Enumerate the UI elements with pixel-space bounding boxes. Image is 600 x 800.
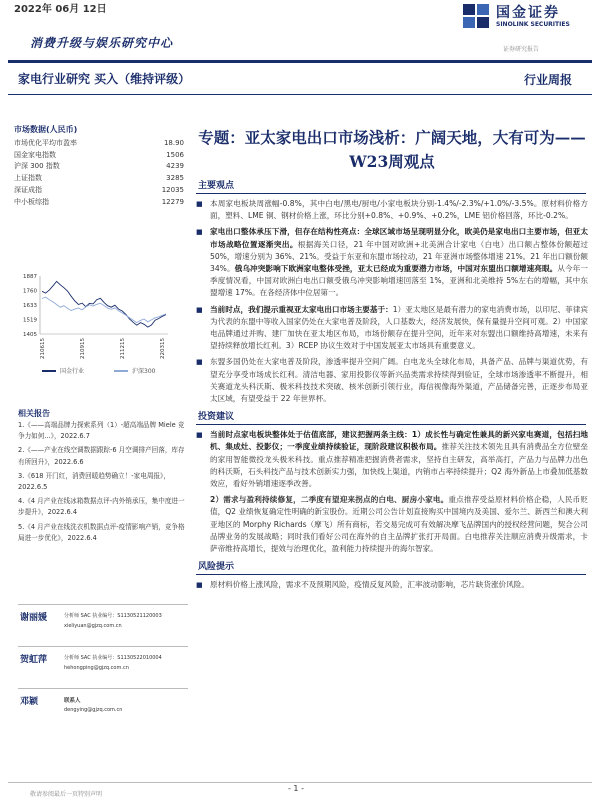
- footer-divider: [8, 782, 592, 783]
- paragraph-bold: 当前时点家电板块整体处于估值底部，建议把握两条主线：1）成长性与确定性兼具的新兴家电赛道，包括扫地机、集成灶、投影仪；一季度业绩持续验证，现阶段建议积极布局。: [210, 430, 588, 452]
- market-row: [14, 138, 184, 150]
- chart-y-tick-label: 1405: [23, 332, 37, 338]
- market-row: [14, 173, 184, 185]
- bullet-icon: ■: [196, 228, 203, 237]
- list-item: [196, 356, 588, 405]
- paragraph-span: 根据海关口径，21 年中国对欧洲+北美洲合计家电（白电）出口额占整体份额超过50%，增速分别为 36%、21%。受益于东亚和东盟市场拉动，21 年亚洲市场整体增速 21%。21 年出口额份额 34%。: [210, 239, 588, 274]
- paragraph-bold: 家电出口整体承压下滑，但存在结构性亮点：全球区域市场呈现明显分化，欧美仍是家电出口主要市场，但亚太市场战略位置逐渐突出。: [210, 227, 588, 249]
- market-label: 中小板综指: [14, 197, 49, 206]
- analyst-list: [18, 604, 190, 730]
- list-item: [196, 579, 588, 591]
- analyst-cert: 分析师 SAC 执业编号：S1130522010004: [64, 655, 162, 661]
- market-value: 12035: [161, 185, 184, 194]
- related-report-link[interactable]: 4.《4 月产业在线冰箱数据点评-内外销承压，集中度进一步提升》，2022.6.4: [18, 497, 185, 517]
- footer-disclaimer: 敬请参阅最后一页特别声明: [30, 791, 103, 798]
- chart-y-tick-label: 1633: [23, 303, 37, 309]
- company-logo: [462, 0, 600, 42]
- related-reports-list: [18, 420, 190, 547]
- header-divider: [8, 60, 592, 63]
- related-reports-title: 相关报告: [18, 409, 50, 418]
- legend-label: 国金行业: [60, 368, 85, 375]
- market-label: 上证指数: [14, 174, 42, 183]
- section-rule: [196, 193, 586, 194]
- chart-y-tick-label: 1760: [23, 288, 37, 295]
- section-title-main-views: 主要观点: [198, 181, 235, 191]
- related-report-link[interactable]: 1.《——高端品牌力探索系列（1）-超高端品牌 Miele 竞争力如何...》，2022.6.7: [18, 421, 185, 441]
- market-value: 1506: [166, 150, 184, 159]
- chart-series-line: [42, 281, 166, 327]
- analyst-divider: [18, 688, 188, 689]
- bullet-icon: ■: [196, 305, 203, 314]
- titlebar-divider: [8, 94, 592, 95]
- analyst-role: 联系人: [64, 698, 81, 704]
- paragraph-text: 原材料价格上涨风险，需求不及预期风险，疫情反复风险，汇率波动影响，芯片缺货涨价风险。: [210, 580, 529, 590]
- list-item: [196, 304, 588, 353]
- paragraph-text: [210, 429, 588, 490]
- legend-item: [42, 366, 84, 375]
- paragraph-text: 本周家电板块周涨幅-0.8%，其中白电/黑电/厨电/小家电板块分别-1.4%/-2.3%/+1.0%/-3.5%。原材料价格方面，塑料、LME 铜、钢材价格上涨，环比分别+0.8%、+0.9%、+0.2%，LME 铝价格回落，环比-0.2%。: [210, 199, 588, 221]
- paragraph-text: [210, 304, 588, 353]
- logo-text-cn: 国金证券: [496, 5, 560, 21]
- bullet-icon: ■: [196, 431, 203, 440]
- chart-x-tick-label: 210915: [80, 338, 86, 359]
- list-item: [196, 226, 588, 299]
- section-rule: [196, 574, 586, 575]
- analyst-cert: 分析师 SAC 执业编号：S1130521120003: [64, 613, 162, 619]
- chart-legend: [42, 366, 182, 375]
- paragraph-span: 重点推荐受益原材料价格企稳，人民币贬值，Q2 业绩恢复确定性明确的新宝股份。近期公司公告计划直接购买中国境内及美国、爱尔兰、新西兰和澳大利亚地区的 Morphy Richards（摩飞）所有商标，若交易完成可有效解决摩飞品牌国内的授权经营问题，契合公司品牌业务的发展战略；同时我们看好公司在海外的自主品牌扩张打开局面。白电推荐关注顺应消费升级需求，卡萨帝维持高增长，提效与治理优化，盈利能力持续提升的海尔智家。: [210, 495, 589, 554]
- market-row: [14, 197, 184, 209]
- analyst-email[interactable]: dengying@gjzq.com.cn: [64, 707, 123, 713]
- list-item: [196, 198, 588, 222]
- section-title-risk: 风险提示: [198, 562, 235, 573]
- paragraph-bold: 俄乌冲突影响下欧洲家电整体受挫，亚太已经成为重要潜力市场，中国对东盟出口额增速亮眼。: [234, 264, 558, 274]
- analyst-name: 谢丽媛: [20, 613, 48, 623]
- paragraph-bold: 2）需求与盈利持续修复，二季度有望迎来拐点的白电、厨房小家电。: [210, 495, 449, 505]
- legend-swatch: [42, 370, 56, 372]
- related-report-link[interactable]: 2.《——产业在线空调数据跟踪-6 月空调排产回落，库存有所回升》，2022.6.6: [18, 446, 185, 466]
- paragraph-text: [210, 226, 588, 299]
- analyst-card: [18, 646, 190, 688]
- analyst-email[interactable]: xieliyuan@gjzq.com.cn: [64, 623, 122, 629]
- legend-swatch: [114, 370, 128, 372]
- bullet-icon: ■: [196, 358, 203, 367]
- chart-x-tick-label: 210615: [40, 338, 46, 359]
- analyst-name: 邓颖: [20, 697, 39, 707]
- market-value: 18.90: [163, 139, 184, 147]
- list-item: [196, 429, 588, 490]
- chart-x-tick-label: 211215: [120, 338, 126, 359]
- logo-mark-icon: [462, 2, 492, 30]
- paragraph-span: 1）亚太地区是最有潜力的家电消费市场，以印尼、菲律宾为代表的东盟中等收入国家仍处在大家电普及阶段，人口基数大，经济发展快，保有量提升空间可观。2）中国家电品牌通过并购、建厂加快在亚太地区布局，市场份额存在提升空间，近年来对东盟出口额维持高增速，未来有望持续释放增长红利。3）RCEP 协议生效对于中国发展亚太市场具有重要意义。: [210, 304, 588, 351]
- analyst-divider: [18, 646, 188, 647]
- market-value: 12279: [161, 197, 184, 206]
- page-number: - 1 -: [288, 784, 304, 793]
- related-report-link[interactable]: 5.《4 月产业在线洗衣机数据点评-疫情影响产销，竞争格局进一步优化》，2022.6.4: [18, 522, 185, 542]
- market-data-title: 市场数据(人民币): [14, 125, 78, 134]
- page-header: [0, 0, 600, 68]
- paragraph-text: [196, 494, 588, 555]
- section-title-investment: 投资建议: [198, 412, 235, 423]
- index-trend-chart: [10, 270, 185, 380]
- market-row: [14, 161, 184, 173]
- analyst-card: [18, 688, 190, 730]
- report-headline: 专题：亚太家电出口市场浅析：广阔天地，大有可为——W23周观点: [198, 128, 586, 171]
- industry-rating: 家电行业研究 买入（维持评级）: [18, 72, 191, 86]
- analyst-card: [18, 604, 190, 646]
- report-type: 行业周报: [523, 73, 572, 87]
- analyst-email[interactable]: hehongping@gjzq.com.cn: [64, 665, 129, 671]
- market-data-panel: [14, 124, 184, 208]
- legend-item: [114, 366, 155, 375]
- analyst-divider: [18, 604, 188, 605]
- report-body: [196, 126, 588, 595]
- chart-y-tick-label: 1887: [23, 274, 37, 280]
- research-center-name: 消费升级与娱乐研究中心: [30, 36, 174, 50]
- report-tag: 证券研究报告: [503, 46, 540, 53]
- market-label: 深证成指: [14, 185, 42, 194]
- market-label: 国金家电指数: [14, 150, 56, 159]
- chart-series-line: [42, 297, 166, 323]
- report-date: 2022年 06月 12日: [14, 4, 107, 15]
- market-row: [14, 185, 184, 197]
- logo-text-en: SINOLINK SECURITIES: [496, 21, 570, 28]
- market-row: [14, 150, 184, 162]
- related-report-link[interactable]: 3.《618 开门红，消费回暖趋势确立！-家电周报》，2022.6.5: [18, 471, 170, 492]
- bullet-icon: ■: [196, 200, 203, 208]
- paragraph-bold: 当前时点，我们提示重视亚太家电出口市场主要基于：: [210, 304, 393, 314]
- paragraph-span: 从今年一季度情况看，中国对欧洲白电出口额受俄乌冲突影响增速回落至 1%，亚洲和北美维持 5%左右的增幅，其中东盟增速 17%。在各经济体中位居第一。: [210, 264, 589, 298]
- market-label: 沪深 300 指数: [14, 162, 60, 171]
- legend-label: 沪深300: [132, 368, 156, 375]
- report-titlebar: [0, 66, 600, 92]
- paragraph-text: 东盟多国仍处在大家电普及阶段，渗透率提升空间广阔。白电龙头全球化布局，具备产品、品牌与渠道优势，有望充分享受市场成长红利。清洁电器、家用投影仪等新兴品类需求持续得到验证，全球市场渗透率不断提升，相关赛道龙头科沃斯、极米科技技术突破、核米创新引领行业，海信视像海外渠道，产品储备完善，正逐步布局亚太区域，有望受益于 22 年世界杯。: [210, 357, 588, 404]
- bullet-icon: ■: [196, 581, 203, 590]
- chart-y-tick-label: 1519: [23, 317, 37, 324]
- market-value: 3285: [166, 174, 184, 183]
- market-label: 市场优化平均市盈率: [14, 139, 77, 147]
- paragraph-span: 推荐关注技术领先且具有消费品全方位壁垒的家用智能微投龙头极米科技。重点推荐精准把握消费者需求，坚持自主研发，高举高打，产品力与品牌力出色的科沃斯，石头科技产品与技术创新实力强，加快线上渠道，内销市占率持续提升；Q2 海外新品上市叠加低基数效应，看好外销增速逐季改善。: [210, 442, 589, 489]
- chart-x-tick-label: 220315: [160, 338, 166, 359]
- analyst-name: 贺虹萍: [20, 655, 48, 665]
- market-value: 4239: [166, 162, 184, 171]
- section-rule: [196, 424, 586, 425]
